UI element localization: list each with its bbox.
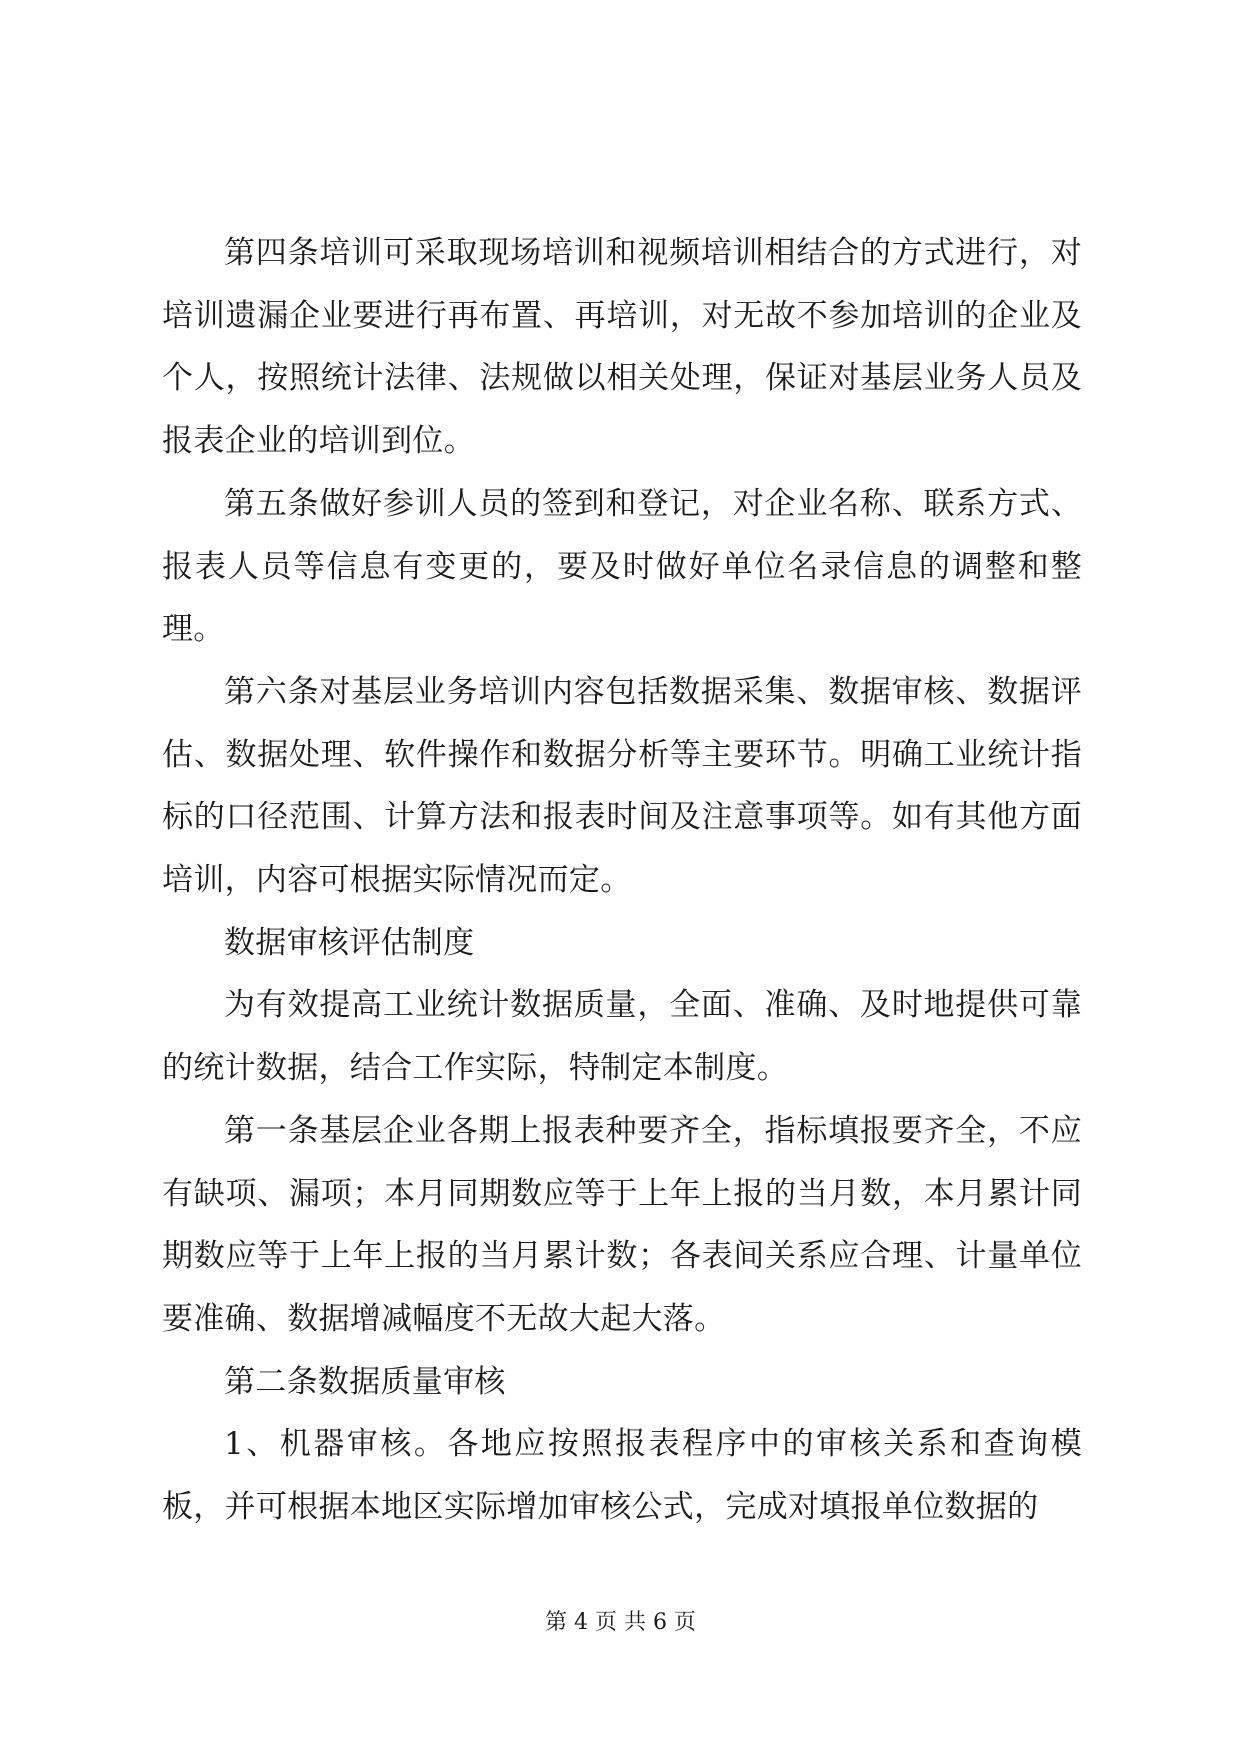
paragraph-article-5: 第五条做好参训人员的签到和登记，对企业名称、联系方式、报表人员等信息有变更的，要及时做好单位名录信息的调整和整理。 — [162, 485, 1082, 648]
document-body — [162, 222, 1082, 1539]
paragraph-article-2-heading: 第二条数据质量审核 — [224, 1363, 506, 1400]
paragraph-article-6: 第六条对基层业务培训内容包括数据采集、数据审核、数据评估、数据处理、软件操作和数据分析等主要环节。明确工业统计指标的口径范围、计算方法和报表时间及注意事项等。如有其他方面培训，内容可根据实际情况而定。 — [162, 673, 1082, 899]
section-heading: 数据审核评估制度 — [224, 924, 475, 961]
paragraph-article-4: 第四条培训可采取现场培训和视频培训相结合的方式进行，对培训遗漏企业要进行再布置、再培训，对无故不参加培训的企业及个人，按照统计法律、法规做以相关处理，保证对基层业务人员及报表企业的培训到位。 — [162, 235, 1082, 460]
page-footer: 第 4 页 共 6 页 — [545, 1610, 696, 1635]
paragraph-article-1: 第一条基层企业各期上报表种要齐全，指标填报要齐全，不应有缺项、漏项；本月同期数应等于上年上报的当月数，本月累计同期数应等于上年上报的当月累计数；各表间关系应合理、计量单位要准确、数据增减幅度不无故大起大落。 — [162, 1112, 1082, 1337]
paragraph-machine-review: 1、机器审核。各地应按照报表程序中的审核关系和查询模板，并可根据本地区实际增加审核公式，完成对填报单位数据的 — [162, 1426, 1082, 1526]
paragraph-intro: 为有效提高工业统计数据质量，全面、准确、及时地提供可靠的统计数据，结合工作实际，特制定本制度。 — [162, 987, 1082, 1087]
